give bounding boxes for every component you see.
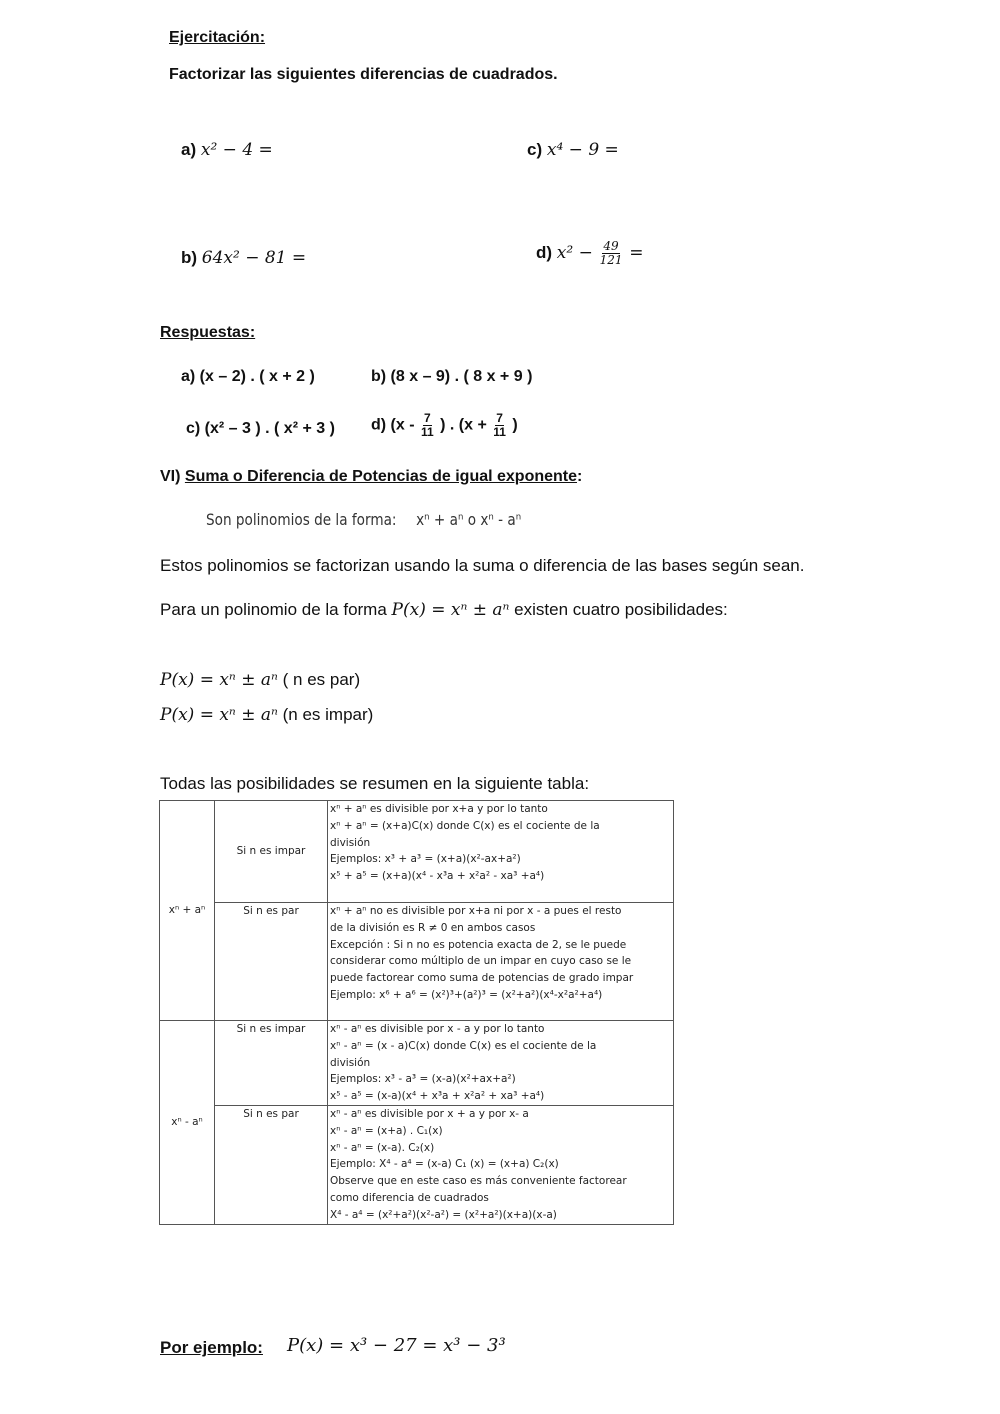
case-math: P(x) = xⁿ ± aⁿ bbox=[160, 670, 278, 690]
table-row bbox=[160, 1106, 674, 1225]
description-line: Ejemplos: x³ + a³ = (x+a)(x²-ax+a²) bbox=[330, 853, 521, 866]
description-line: xⁿ - aⁿ = (x+a) . C₁(x) bbox=[330, 1124, 443, 1137]
condition-cell bbox=[215, 902, 328, 1020]
condition-cell bbox=[215, 1106, 328, 1225]
condition-label: Si n es impar bbox=[236, 1023, 306, 1035]
item-expression: x² − 4 = bbox=[200, 140, 273, 160]
condition-label: Si n es impar bbox=[236, 845, 306, 858]
exercise-instruction: Factorizar las siguientes diferencias de cuadrados. bbox=[169, 66, 558, 83]
para-prefix: Para un polinomio de la forma bbox=[160, 600, 387, 619]
description-line: xⁿ + aⁿ es divisible por x+a y por lo tanto bbox=[330, 803, 548, 815]
description-line: xⁿ - aⁿ es divisible por x + a y por x- a bbox=[330, 1108, 529, 1120]
section-number: VI) bbox=[160, 468, 181, 485]
description-line: xⁿ - aⁿ = (x - a)C(x) donde C(x) es el cociente de la bbox=[330, 1039, 597, 1052]
item-expression: x⁴ − 9 = bbox=[546, 140, 619, 160]
description-line: como diferencia de cuadrados bbox=[330, 1191, 489, 1204]
section-title-colon: : bbox=[577, 468, 583, 485]
description-line: xⁿ - aⁿ es divisible por x - a y por lo tanto bbox=[330, 1023, 545, 1035]
answer-b: b) (8 x – 9) . ( 8 x + 9 ) bbox=[371, 368, 533, 385]
case-note: (n es impar) bbox=[282, 705, 374, 724]
item-label: c) bbox=[527, 140, 543, 159]
exercise-item-a bbox=[181, 140, 273, 160]
item-label: b) bbox=[181, 248, 198, 267]
description-line: Ejemplo: X⁴ - a⁴ = (x-a) C₁ (x) = (x+a) C₂(x) bbox=[330, 1158, 559, 1171]
description-line: Observe que en este caso es más conveniente factorear bbox=[330, 1175, 627, 1188]
diff-label-cell bbox=[160, 1021, 215, 1225]
description-line: Ejemplos: x³ - a³ = (x-a)(x²+ax+a²) bbox=[330, 1073, 516, 1086]
case-math: P(x) = xⁿ ± aⁿ bbox=[160, 705, 278, 725]
fraction bbox=[421, 412, 434, 439]
condition-label: Si n es par bbox=[243, 1108, 299, 1120]
exercise-item-b bbox=[181, 248, 306, 268]
exercise-item-c bbox=[527, 140, 619, 160]
form-expression: xⁿ + aⁿ o xⁿ - aⁿ bbox=[416, 510, 522, 529]
fraction-denominator: 121 bbox=[599, 253, 623, 267]
condition-cell bbox=[215, 801, 328, 903]
item-label: a) bbox=[181, 140, 197, 159]
sum-label-cell bbox=[160, 801, 215, 1021]
description-line: división bbox=[330, 1056, 371, 1069]
fraction bbox=[493, 412, 506, 439]
answer-d-prefix: d) (x - bbox=[371, 416, 415, 434]
item-expression-prefix: x² − bbox=[556, 242, 593, 263]
description-line: X⁴ - a⁴ = (x²+a²)(x²-a²) = (x²+a²)(x+a)(x-a) bbox=[330, 1208, 557, 1221]
description-line: xⁿ - aⁿ = (x-a). C₂(x) bbox=[330, 1141, 435, 1154]
table-row bbox=[160, 902, 674, 1020]
sum-label: xⁿ + aⁿ bbox=[168, 904, 206, 917]
section-title bbox=[160, 468, 582, 486]
exercise-heading: Ejercitación: bbox=[169, 29, 266, 46]
item-expression: 64x² − 81 = bbox=[201, 248, 307, 268]
summary-table bbox=[159, 800, 674, 1225]
table-row bbox=[160, 1021, 674, 1106]
example-label: Por ejemplo: bbox=[160, 1338, 263, 1357]
diff-label: xⁿ - aⁿ bbox=[171, 1116, 203, 1129]
form-label: Son polinomios de la forma: bbox=[206, 510, 397, 529]
answer-a: a) (x – 2) . ( x + 2 ) bbox=[181, 368, 315, 385]
description-line: Ejemplo: x⁶ + a⁶ = (x²)³+(a²)³ = (x²+a²)(x⁴-x²a²+a⁴) bbox=[330, 988, 603, 1001]
section-title-text: Suma o Diferencia de Potencias de igual exponente bbox=[184, 468, 578, 485]
case-even bbox=[160, 670, 360, 690]
fraction-numerator: 7 bbox=[496, 411, 503, 425]
paragraph-factorization: Estos polinomios se factorizan usando la suma o diferencia de las bases según sean. bbox=[160, 556, 805, 575]
polynomial-form bbox=[206, 510, 521, 529]
answer-c: c) (x² – 3 ) . ( x² + 3 ) bbox=[186, 420, 335, 437]
example-expression: P(x) = x³ − 27 = x³ − 3³ bbox=[287, 1335, 506, 1356]
case-note: ( n es par) bbox=[282, 670, 361, 689]
description-line: x⁵ - a⁵ = (x-a)(x⁴ + x³a + x²a² + xa³ +a⁴) bbox=[330, 1090, 545, 1103]
fraction bbox=[600, 240, 623, 267]
description-cell bbox=[328, 1021, 674, 1106]
para-math: P(x) = xⁿ ± aⁿ bbox=[391, 600, 510, 620]
case-odd bbox=[160, 705, 373, 725]
item-label: d) bbox=[536, 242, 553, 262]
fraction-denominator: 11 bbox=[493, 425, 506, 439]
table-row bbox=[160, 801, 674, 903]
description-cell bbox=[328, 902, 674, 1020]
item-expression-suffix: = bbox=[629, 242, 644, 263]
answer-d-suffix: ) bbox=[512, 416, 518, 434]
description-line: considerar como múltiplo de un impar en cuyo caso se le bbox=[330, 955, 632, 968]
fraction-denominator: 11 bbox=[421, 425, 434, 439]
condition-cell bbox=[215, 1021, 328, 1106]
table-intro: Todas las posibilidades se resumen en la siguiente tabla: bbox=[160, 774, 590, 793]
description-line: Excepción : Si n no es potencia exacta de 2, se le puede bbox=[330, 938, 627, 951]
fraction-numerator: 49 bbox=[603, 239, 619, 253]
answers-heading: Respuestas: bbox=[160, 324, 256, 341]
description-line: x⁵ + a⁵ = (x+a)(x⁴ - x³a + x²a² - xa³ +a⁴) bbox=[330, 870, 545, 883]
description-line: división bbox=[330, 836, 371, 849]
description-line: puede factorear como suma de potencias de grado impar bbox=[330, 972, 634, 985]
description-cell bbox=[328, 801, 674, 903]
answer-d bbox=[371, 412, 518, 439]
answer-d-middle: ) . (x + bbox=[440, 416, 487, 434]
condition-label: Si n es par bbox=[243, 904, 299, 917]
description-line: xⁿ + aⁿ no es divisible por x+a ni por x - a pues el resto bbox=[330, 904, 622, 917]
paragraph-possibilities bbox=[160, 600, 728, 620]
para-suffix: existen cuatro posibilidades: bbox=[514, 600, 728, 619]
description-line: de la división es R ≠ 0 en ambos casos bbox=[330, 921, 536, 934]
description-line: xⁿ + aⁿ = (x+a)C(x) donde C(x) es el cociente de la bbox=[330, 819, 600, 832]
exercise-item-d bbox=[536, 240, 643, 267]
description-cell bbox=[328, 1106, 674, 1225]
fraction-numerator: 7 bbox=[424, 411, 431, 425]
